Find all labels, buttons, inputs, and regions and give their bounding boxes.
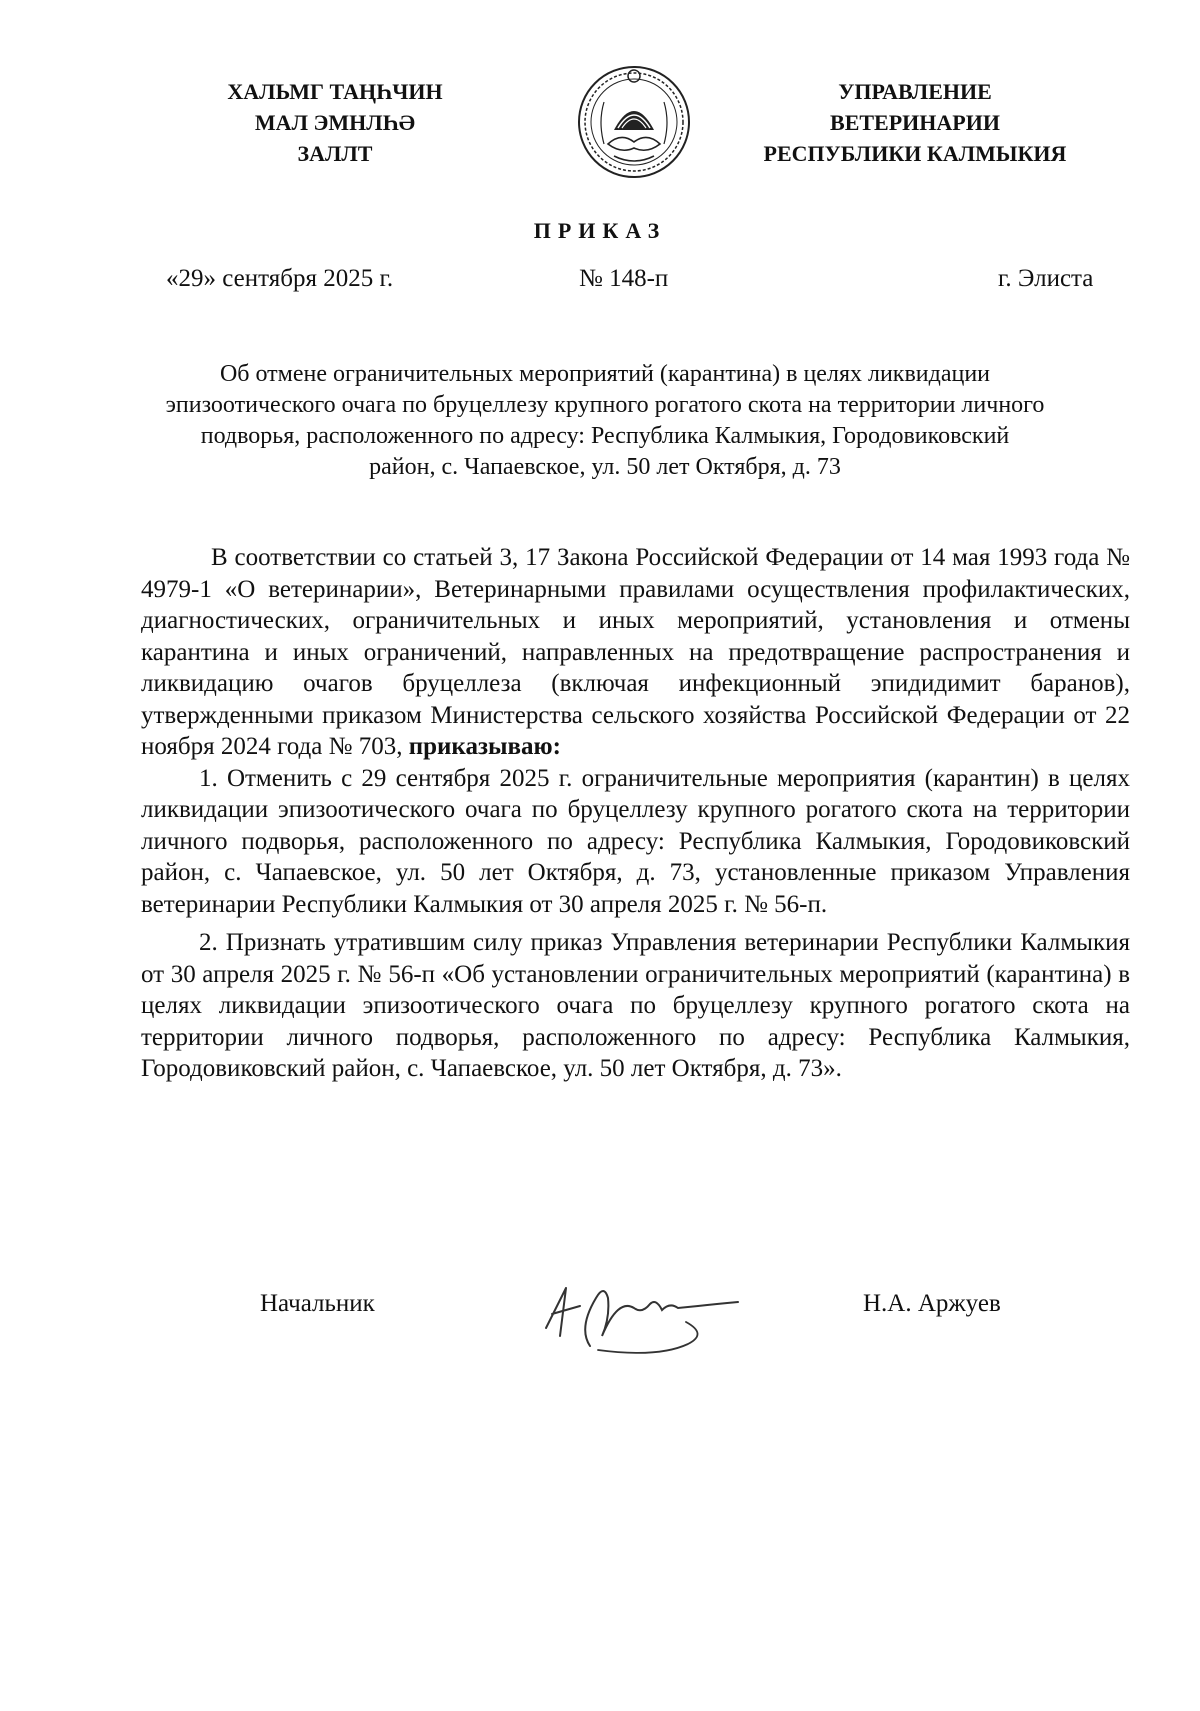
order-word: приказываю:	[408, 733, 561, 760]
handwritten-signature-icon	[538, 1258, 748, 1358]
signatory-name: Н.А. Аржуев	[863, 1290, 1001, 1317]
signatory-role: Начальник	[260, 1290, 375, 1317]
header-left-line-3: ЗАЛЛТ	[297, 141, 373, 166]
preamble-paragraph	[141, 542, 1130, 763]
header-left-kalmyk	[170, 76, 500, 169]
document-date: «29» сентября 2025 г.	[166, 265, 394, 292]
preamble-text: В соответствии со статьей 3, 17 Закона Российской Федерации от 14 мая 1993 года № 4979-1 «О ветеринарии», Ветеринарными правилами осуществления профилактических, диагностических, ограничительных и иных мероприятий, установления и отмены карантина и иных ограничений, направленных на предотвращение распространения и ликвидацию очагов бруцеллеза (включая инфекционный эпидидимит баранов), утвержденными приказом Министерства сельского хозяйства Российской Федерации от 22 ноября 2024 года № 703,	[141, 544, 1130, 760]
document-city: г. Элиста	[998, 265, 1094, 292]
kalmykia-coat-of-arms-icon	[574, 62, 694, 182]
subject-line-2: эпизоотического очага по бруцеллезу крупного рогатого скота на территории личного	[165, 392, 1045, 418]
header-right-line-3: РЕСПУБЛИКИ КАЛМЫКИЯ	[763, 141, 1067, 166]
document-number: № 148-п	[579, 265, 669, 292]
header-right-russian	[725, 76, 1105, 169]
document-body	[141, 542, 1130, 1085]
subject-line-1: Об отмене ограничительных мероприятий (карантина) в целях ликвидации	[219, 361, 991, 387]
subject-line-4: район, с. Чапаевское, ул. 50 лет Октября, д. 73	[369, 454, 841, 480]
subject-line-3: подворья, расположенного по адресу: Республика Калмыкия, Городовиковский	[200, 423, 1010, 449]
document-title: ПРИКАЗ	[533, 218, 667, 243]
order-item-2: 2. Признать утратившим силу приказ Управления ветеринарии Республики Калмыкия от 30 апреля 2025 г. № 56-п «Об установлении ограничительных мероприятий (карантина) в целях ликвидации эпизоотического очага по бруцеллезу крупного рогатого скота на территории личного подворья, расположенного по адресу: Республика Калмыкия, Городовиковский район, с. Чапаевское, ул. 50 лет Октября, д. 73».	[141, 929, 1130, 1082]
header-left-line-2: МАЛ ЭМНЛҺӘ	[254, 110, 416, 135]
order-item-1: 1. Отменить с 29 сентября 2025 г. ограничительные мероприятия (карантин) в целях ликвидации эпизоотического очага по бруцеллезу крупного рогатого скота на территории личного подворья, расположенного по адресу: Республика Калмыкия, Городовиковский район, с. Чапаевское, ул. 50 лет Октября, д. 73, установленные приказом Управления ветеринарии Республики Калмыкия от 30 апреля 2025 г. № 56-п.	[141, 764, 1130, 918]
header-right-line-1: УПРАВЛЕНИЕ	[838, 79, 992, 104]
header-right-line-2: ВЕТЕРИНАРИИ	[830, 110, 1000, 135]
header-left-line-1: ХАЛЬМГ ТАҢҺЧИН	[227, 79, 443, 104]
document-subject	[120, 359, 1090, 483]
